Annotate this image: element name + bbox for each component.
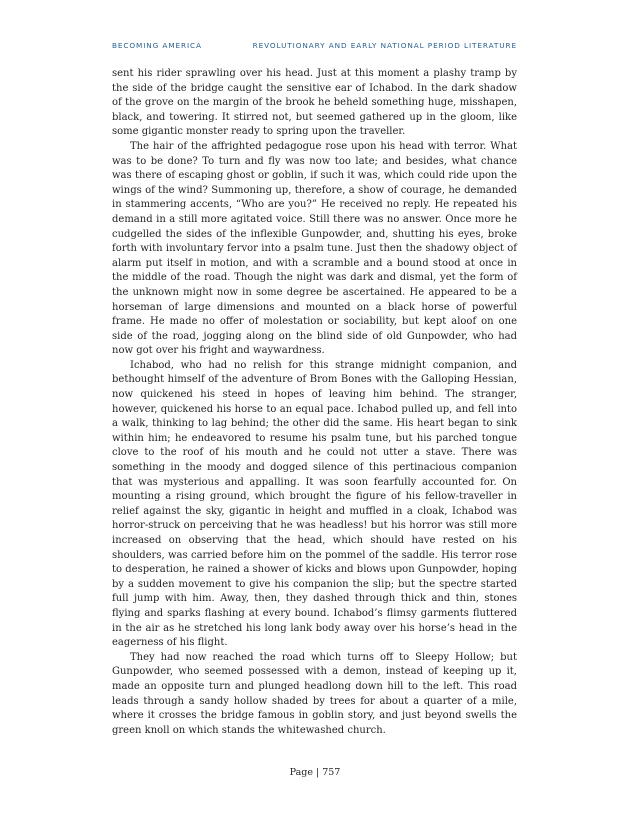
paragraph: Ichabod, who had no relish for this strange midnight companion, and bethought himself of the adventure of Brom Bones with the Galloping Hessian, now quickened his steed in hopes of leaving him behind. The stranger, however, quickened his horse to an equal pace. Ichabod pulled up, and fell into a walk, thinking to lag behind; the other did the same. His heart began to sink within him; he endeavored to resume his psalm tune, but his parched tongue clove to the roof of his mouth and he could not utter a stave. There was something in the moody and dogged silence of this pertinacious companion that was mysterious and appalling. It was soon fearfully accounted for. On mounting a rising ground, which brought the figure of his fellow-traveller in relief against the sky, gigantic in height and muffled in a cloak, Ichabod was horror-struck on perceiving that he was headless! but his horror was still more increased on observing that the head, which should have rested on his shoulders, was carried before him on the pommel of the saddle. His terror rose to desperation, he rained a shower of kicks and blows upon Gunpowder, hoping by a sudden movement to give his companion the slip; but the spectre started full jump with him. Away, then, they dashed through thick and thin, stones flying and sparks flashing at every bound. Ichabod’s flimsy garments fluttered in the air as he stretched his long lank body away over his horse’s head in the eagerness of his flight.	[112, 359, 517, 649]
paragraph: The hair of the affrighted pedagogue rose upon his head with terror. What was to be done? To turn and fly was now too late; and besides, what chance was there of escaping ghost or goblin, if such it was, which could ride upon the wings of the wind? Summoning up, therefore, a show of courage, he demanded in stammering accents, “Who are you?” He received no reply. He repeated his demand in a still more agitated voice. Still there was no answer. Once more he cudgelled the sides of the inflexible Gunpowder, and, shutting his eyes, broke forth with involuntary fervor into a psalm tune. Just then the shadowy object of alarm put itself in motion, and with a scramble and a bound stood at once in the middle of the road. Though the night was dark and dismal, yet the form of the unknown might now in some degree be ascertained. He appeared to be a horseman of large dimensions and mounted on a black horse of powerful frame. He made no offer of molestation or sociability, but kept aloof on one side of the road, jogging along on the blind side of old Gunpowder, who had now got over his fright and waywardness.	[112, 140, 517, 357]
paragraph: They had now reached the road which turns off to Sleepy Hollow; but Gunpowder, who seemed possessed with a demon, instead of keeping up it, made an opposite turn and plunged headlong down hill to the left. This road leads through a sandy hollow shaded by trees for about a quarter of a mile, where it crosses the bridge famous in goblin story, and just beyond swells the green knoll on which stands the whitewashed church.	[112, 651, 517, 736]
running-header	[112, 41, 517, 50]
section-title: REVOLUTIONARY AND EARLY NATIONAL PERIOD LITERATURE	[252, 41, 517, 50]
page-body	[112, 67, 517, 738]
page-number: Page | 757	[289, 767, 341, 778]
book-title: BECOMING AMERICA	[112, 41, 202, 50]
paragraph: sent his rider sprawling over his head. Just at this moment a plashy tramp by the side of the bridge caught the sensitive ear of Ichabod. In the dark shadow of the grove on the margin of the brook he beheld something huge, misshapen, black, and towering. It stirred not, but seemed gathered up in the gloom, like some gigantic monster ready to spring upon the traveller.	[112, 68, 517, 138]
